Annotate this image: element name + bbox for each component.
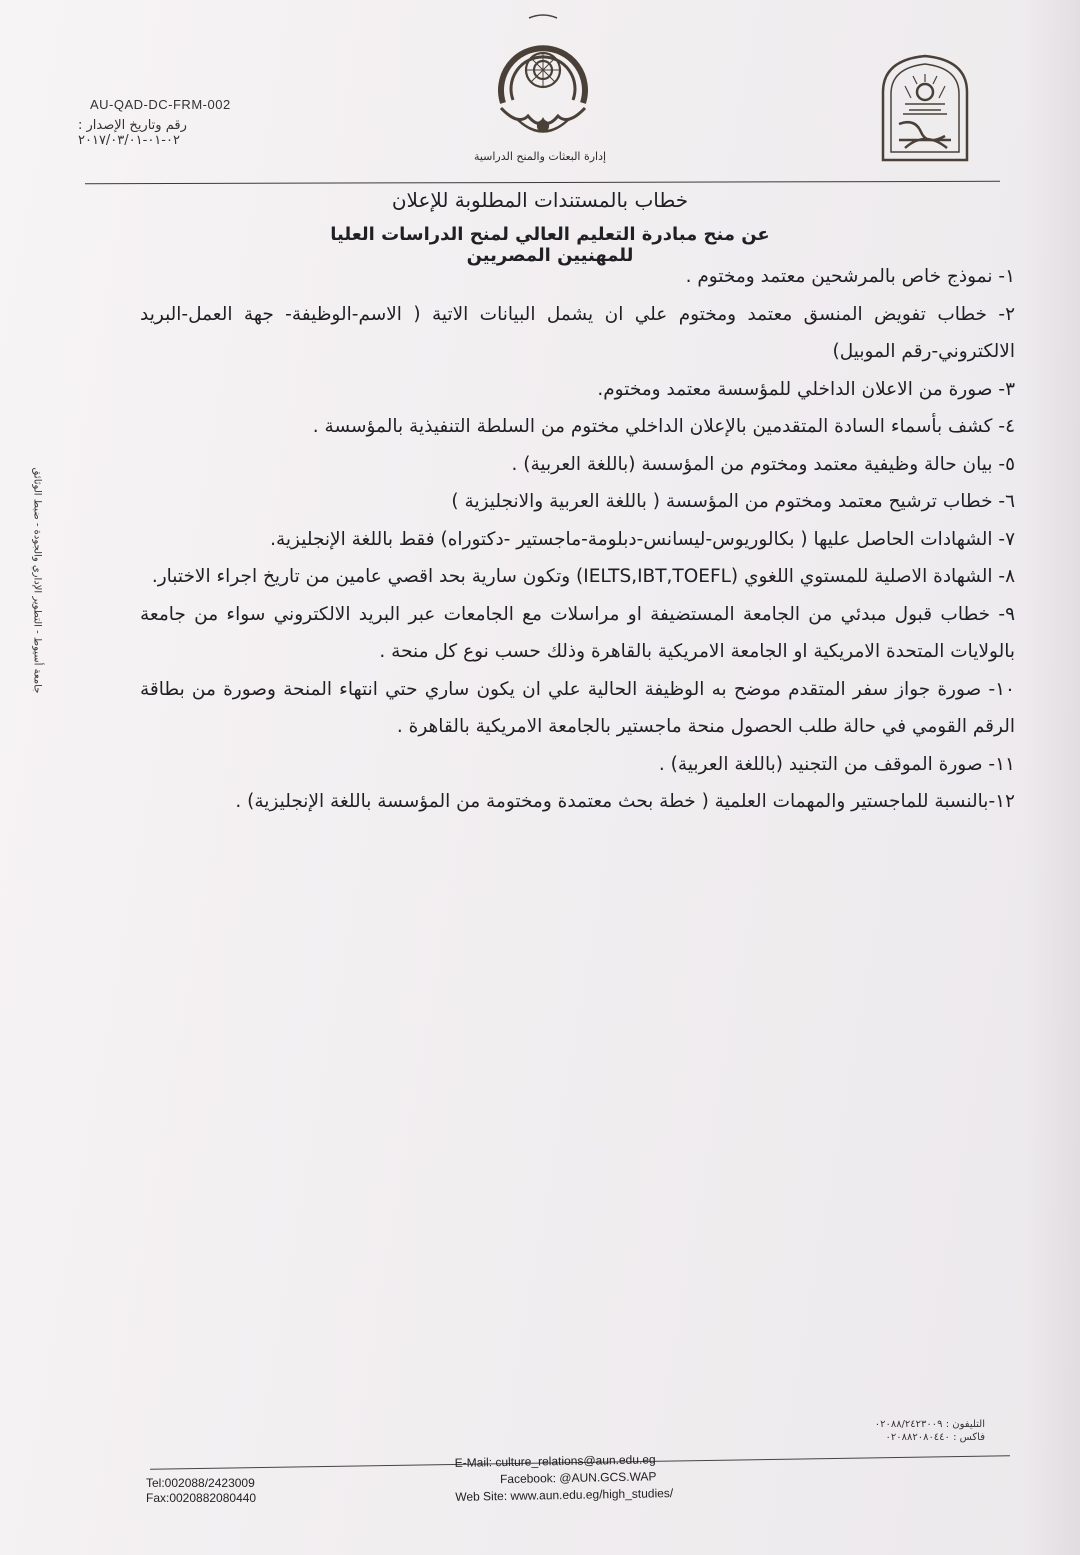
list-item: ٨- الشهادة الاصلية للمستوي اللغوي (IELTS,IBT,TOEFL) وتكون سارية بحد اقصي عامين من تاريخ اجراء الاختبار.	[151, 566, 1015, 587]
list-item: ٣- صورة من الاعلان الداخلي للمؤسسة معتمد ومختوم.	[597, 378, 1015, 400]
document-title: خطاب بالمستندات المطلوبة للإعلان	[391, 188, 689, 212]
list-item: ٩- خطاب قبول مبدئي من الجامعة المستضيفة او مراسلات مع الجامعات عبر البريد الالكتروني سواء من جامعة بالولايات المتحدة الامريكية او الجامعة الامريكية بالقاهرة وذلك حسب نوع كل منحة .	[140, 603, 1015, 662]
list-item: ١٢-بالنسبة للماجستير والمهمات العلمية ( خطة بحث معتمدة ومختومة من المؤسسة باللغة الإنجليزية) .	[235, 791, 1015, 812]
tel-number: Tel:002088/2423009	[146, 1476, 255, 1490]
sidebar-text: جامعة أسيوط - التطوير الإداري والجودة - ضبط الوثائق	[31, 467, 43, 694]
list-item: ١١- صورة الموقف من التجنيد (باللغة العربية) .	[658, 753, 1015, 775]
footer-online-contacts	[455, 1451, 674, 1506]
email-address: E-Mail: culture_relations@aun.edu.eg	[454, 1452, 656, 1470]
form-issue-date: رقم وتاريخ الإصدار : ٠٢-٠١-٢٠١٧/٠٣/٠١	[78, 118, 187, 148]
paper-shadow	[1025, 0, 1080, 1555]
footer-contact-numbers	[146, 1476, 256, 1506]
document-subtitle: عن منح مبادرة التعليم العالي لمنح الدراسات العليا للمهنيين المصريين	[330, 224, 770, 266]
list-item: ١- نموذج خاص بالمرشحين معتمد ومختوم .	[685, 266, 1015, 287]
list-item: ٤- كشف بأسماء السادة المتقدمين بالإعلان الداخلي مختوم من السلطة التنفيذية بالمؤسسة .	[312, 416, 1015, 437]
fax-line: فاكس : ٠٢٠٨٨٢٠٨٠٤٤٠	[885, 1432, 985, 1443]
department-logo	[483, 8, 603, 158]
list-item: ٢- خطاب تفويض المنسق معتمد ومختوم علي ان يشمل البيانات الاتية ( الاسم-الوظيفة- جهة العمل-البريد الالكتروني-رقم الموبيل)	[140, 303, 1015, 362]
department-logo-caption: إدارة البعثات والمنح الدراسية	[473, 150, 607, 163]
list-item: ٥- بيان حالة وظيفية معتمد ومختوم من المؤسسة (باللغة العربية) .	[511, 453, 1015, 475]
list-item: ٧- الشهادات الحاصل عليها ( بكالوريوس-ليسانس-دبلومة-ماجستير -دكتوراه) فقط باللغة الإنجليزية.	[270, 528, 1015, 550]
assiut-university-logo	[875, 52, 975, 164]
list-item: ١٠- صورة جواز سفر المتقدم موضح به الوظيفة الحالية علي ان يكون ساري حتي انتهاء المنحة وصورة من بطاقة الرقم القومي في حالة طلب الحصول منحة ماجستير بالجامعة الامريكية بالقاهرة .	[140, 678, 1015, 737]
document-control-sidebar	[22, 440, 52, 740]
phone-fax-arabic	[855, 1418, 985, 1444]
website-url: Web Site: www.aun.edu.eg/high_studies/	[455, 1486, 674, 1504]
requirements-list	[140, 258, 1015, 821]
form-code: AU-QAD-DC-FRM-002	[90, 97, 231, 112]
phone-line: التليفون : ٠٢٠٨٨/٢٤٢٣٠٠٩	[874, 1419, 985, 1430]
fax-number: Fax:0020882080440	[146, 1491, 257, 1505]
list-item: ٦- خطاب ترشيح معتمد ومختوم من المؤسسة ( باللغة العربية والانجليزية )	[451, 491, 1015, 512]
facebook-handle: Facebook: @AUN.GCS.WAP	[499, 1469, 657, 1487]
